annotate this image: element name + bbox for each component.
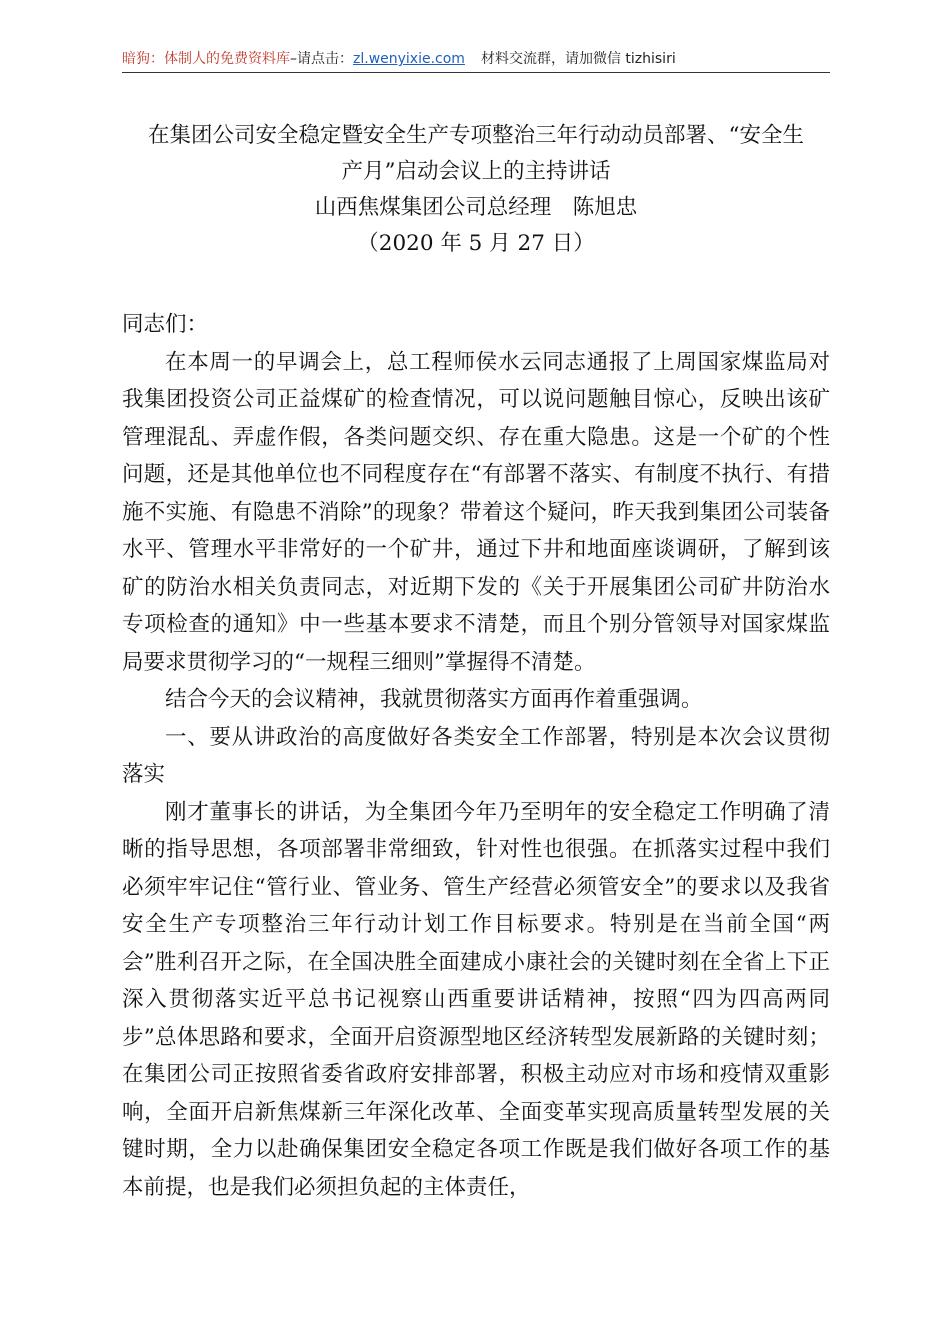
- author-line: 山西焦煤集团公司总经理 陈旭忠: [314, 195, 638, 220]
- section-heading-1: 一、要从讲政治的高度做好各类安全工作部署，特别是本次会议贯彻落实: [122, 724, 830, 787]
- page-header: [122, 46, 830, 72]
- header-divider: [122, 72, 830, 73]
- document-title: [122, 118, 830, 262]
- header-brand: 暗狗：体制人的免费资料库: [122, 51, 290, 67]
- date-line: （2020 年 5 月 27 日）: [357, 231, 595, 256]
- paragraph-2: 结合今天的会议精神，我就贯彻落实方面再作着重强调。: [165, 687, 703, 712]
- salutation: 同志们：: [122, 312, 209, 337]
- header-contact: 材料交流群，请加微信 tizhisiri: [480, 51, 676, 67]
- document-body: [122, 306, 830, 1206]
- title-line-2: 产月”启动会议上的主持讲话: [341, 159, 611, 184]
- header-prompt: –请点击：: [290, 51, 353, 67]
- header-link[interactable]: zl.wenyixie.com: [353, 51, 465, 67]
- title-line-1: 在集团公司安全稳定暨安全生产专项整治三年行动动员部署、“安全生: [148, 123, 804, 148]
- paragraph-3: 刚才董事长的讲话，为全集团今年乃至明年的安全稳定工作明确了清晰的指导思想，各项部署非常细致，针对性也很强。在抓落实过程中我们必须牢牢记住“管行业、管业务、管生产经营必须管安全”的要求以及我省安全生产专项整治三年行动计划工作目标要求。特别是在当前全国“两会”胜利召开之际，在全国决胜全面建成小康社会的关键时刻在全省上下正深入贯彻落实近平总书记视察山西重要讲话精神，按照“四为四高两同步”总体思路和要求，全面开启资源型地区经济转型发展新路的关键时刻；在集团公司正按照省委省政府安排部署，积极主动应对市场和疫情双重影响，全面开启新焦煤新三年深化改革、全面变革实现高质量转型发展的关键时期，全力以赴确保集团安全稳定各项工作既是我们做好各项工作的基本前提，也是我们必须担负起的主体责任，: [122, 799, 830, 1200]
- paragraph-1: 在本周一的早调会上，总工程师侯水云同志通报了上周国家煤监局对我集团投资公司正益煤矿的检查情况，可以说问题触目惊心，反映出该矿管理混乱、弄虚作假，各类问题交织、存在重大隐患。这是一个矿的个性问题，还是其他单位也不同程度存在“有部署不落实、有制度不执行、有措施不实施、有隐患不消除”的现象？带着这个疑问，昨天我到集团公司装备水平、管理水平非常好的一个矿井，通过下井和地面座谈调研，了解到该矿的防治水相关负责同志，对近期下发的《关于开展集团公司矿井防治水专项检查的通知》中一些基本要求不清楚，而且个别分管领导对国家煤监局要求贯彻学习的“一规程三细则”掌握得不清楚。: [122, 349, 830, 675]
